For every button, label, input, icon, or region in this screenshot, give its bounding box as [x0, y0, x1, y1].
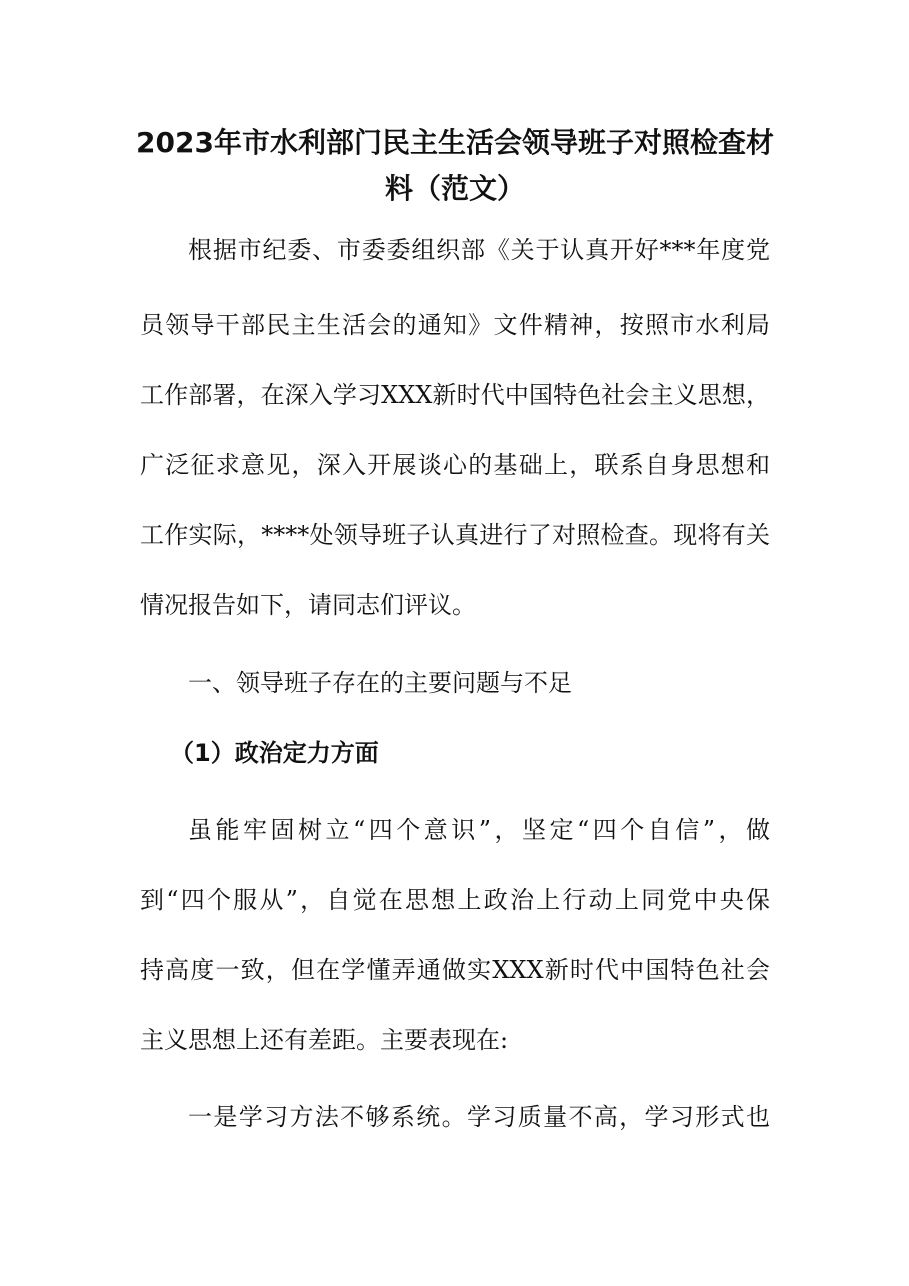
intro-paragraph-line: 根据市纪委、市委委组织部《关于认真开好***年度党 [188, 236, 770, 264]
body-paragraph-line: 持高度一致，但在学懂弄通做实XXX新时代中国特色社会 [140, 956, 770, 984]
intro-paragraph-line: 员领导干部民主生活会的通知》文件精神，按照市水利局 [140, 311, 770, 339]
subsection-heading: （1）政治定力方面 [170, 739, 379, 767]
section-heading: 一、领导班子存在的主要问题与不足 [188, 669, 572, 697]
document-title-line-2: 料（范文） [384, 172, 525, 205]
intro-paragraph-line: 工作实际，****处领导班子认真进行了对照检查。现将有关 [140, 521, 770, 549]
intro-paragraph-line: 工作部署，在深入学习XXX新时代中国特色社会主义思想， [140, 381, 770, 409]
body-paragraph-line: 一是学习方法不够系统。学习质量不高，学习形式也 [188, 1103, 770, 1131]
body-paragraph-line: 虽能牢固树立“四个意识”，坚定“四个自信”，做 [188, 816, 770, 844]
intro-paragraph-line: 情况报告如下，请同志们评议。 [140, 591, 476, 619]
document-title-line-1: 2023年市水利部门民主生活会领导班子对照检查材 [136, 126, 774, 159]
body-paragraph-line: 到“四个服从”，自觉在思想上政治上行动上同党中央保 [140, 886, 770, 914]
intro-paragraph-line: 广泛征求意见，深入开展谈心的基础上，联系自身思想和 [140, 451, 770, 479]
body-paragraph-line: 主义思想上还有差距。主要表现在: [140, 1026, 509, 1054]
